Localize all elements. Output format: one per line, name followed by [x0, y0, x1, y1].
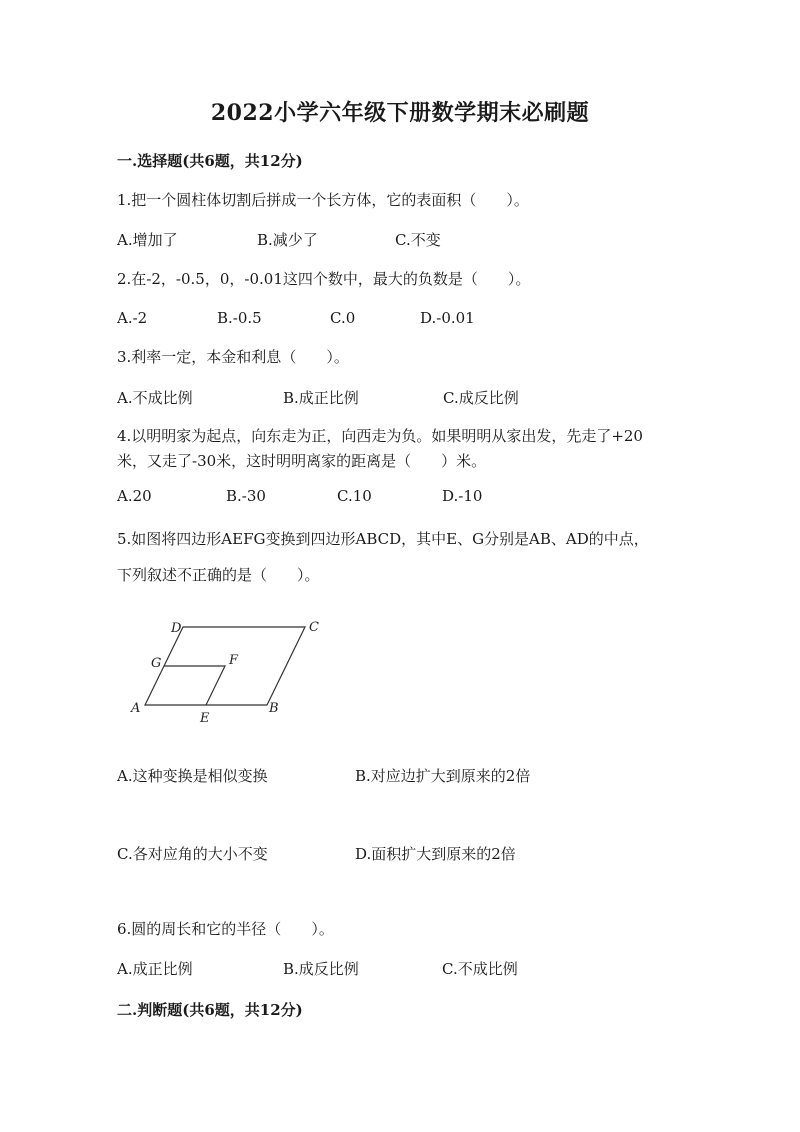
question-5-line-2: 下列叙述不正确的是（ ）。	[117, 566, 320, 584]
question-1: 1.把一个圆柱体切割后拼成一个长方体，它的表面积（ ）。	[117, 191, 529, 209]
parallelogram-aefg	[164, 666, 225, 705]
q5-option-a: A.这种变换是相似变换	[117, 767, 268, 785]
q2-option-b: B.-0.5	[217, 309, 262, 327]
label-a: A	[131, 701, 141, 716]
q6-option-a: A.成正比例	[117, 960, 193, 978]
label-d: D	[171, 621, 182, 636]
question-6: 6.圆的周长和它的半径（ ）。	[117, 920, 334, 938]
q4-option-b: B.-30	[226, 487, 266, 505]
section-heading-choice: 一.选择题(共6题，共12分)	[117, 152, 303, 170]
q3-option-a: A.不成比例	[117, 389, 193, 407]
q1-option-c: C.不变	[395, 231, 441, 249]
question-5-line-1: 5.如图将四边形AEFG变换到四边形ABCD，其中E、G分别是AB、AD的中点，	[117, 530, 649, 548]
q1-option-b: B.减少了	[257, 231, 318, 249]
q2-option-c: C.0	[330, 309, 356, 327]
q4-option-d: D.-10	[442, 487, 483, 505]
label-g: G	[151, 656, 162, 671]
question-3: 3.利率一定，本金和利息（ ）。	[117, 348, 349, 366]
q2-option-d: D.-0.01	[420, 309, 475, 327]
q5-option-d: D.面积扩大到原来的2倍	[355, 845, 516, 863]
q2-option-a: A.-2	[117, 309, 148, 327]
q4-option-a: A.20	[117, 487, 152, 505]
q1-option-a: A.增加了	[117, 231, 178, 249]
question-4-line-2: 米，又走了-30米，这时明明离家的距离是（ ）米。	[117, 452, 487, 470]
q4-option-c: C.10	[337, 487, 372, 505]
section-heading-judgement: 二.判断题(共6题，共12分)	[117, 1001, 303, 1019]
question-4-line-1: 4.以明明家为起点，向东走为正，向西走为负。如果明明从家出发，先走了+20	[117, 427, 643, 445]
q3-option-b: B.成正比例	[283, 389, 359, 407]
page-title: 2022小学六年级下册数学期末必刷题	[210, 100, 590, 126]
q5-option-b: B.对应边扩大到原来的2倍	[355, 767, 531, 785]
label-c: C	[309, 620, 319, 635]
q6-option-b: B.成反比例	[283, 960, 359, 978]
q6-option-c: C.不成比例	[442, 960, 518, 978]
label-e: E	[200, 711, 210, 726]
label-f: F	[229, 653, 239, 668]
q5-option-c: C.各对应角的大小不变	[117, 845, 268, 863]
label-b: B	[269, 701, 279, 716]
question-2: 2.在-2，-0.5，0，-0.01这四个数中，最大的负数是（ ）。	[117, 270, 531, 288]
q3-option-c: C.成反比例	[443, 389, 519, 407]
quadrilateral-figure	[125, 612, 335, 727]
